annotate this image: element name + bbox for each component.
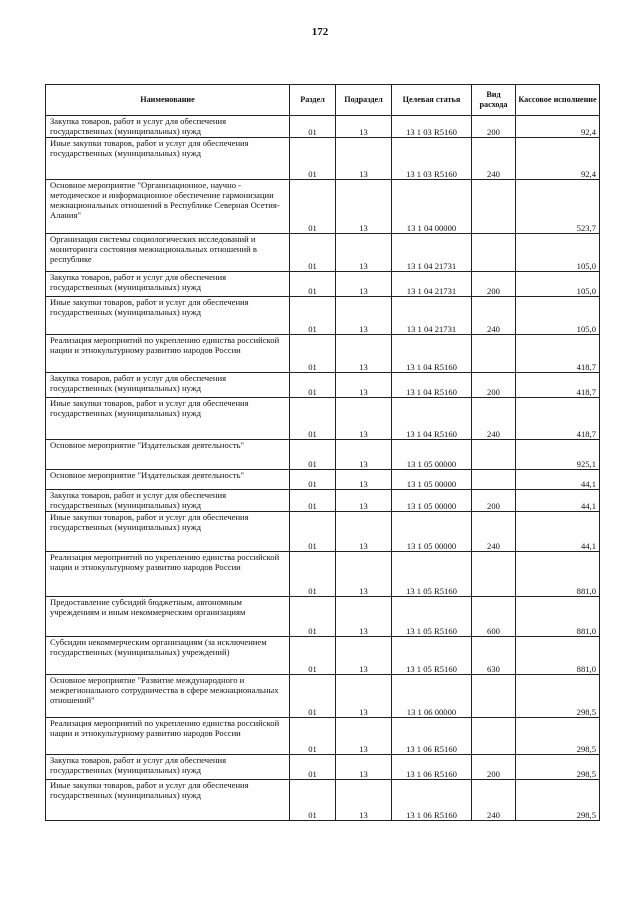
row-type bbox=[472, 440, 516, 470]
row-type: 240 bbox=[472, 297, 516, 335]
row-name: Иные закупки товаров, работ и услуг для обеспечения государственных (муниципальных) нужд bbox=[46, 780, 290, 821]
row-cash: 881,0 bbox=[516, 637, 600, 675]
row-section: 01 bbox=[290, 335, 336, 373]
row-section: 01 bbox=[290, 490, 336, 512]
row-cash: 298,5 bbox=[516, 675, 600, 718]
row-target: 13 1 05 00000 bbox=[392, 470, 472, 490]
row-name: Субсидии некоммерческим организациям (за исключением государственных (муниципальных) учреждений) bbox=[46, 637, 290, 675]
budget-execution-table bbox=[45, 84, 600, 821]
row-target: 13 1 04 R5160 bbox=[392, 373, 472, 398]
table-row bbox=[46, 440, 600, 470]
row-type: 240 bbox=[472, 138, 516, 180]
row-type: 200 bbox=[472, 373, 516, 398]
header-name: Наименование bbox=[46, 85, 290, 116]
row-subsection: 13 bbox=[336, 718, 392, 755]
row-name: Иные закупки товаров, работ и услуг для обеспечения государственных (муниципальных) нужд bbox=[46, 138, 290, 180]
row-type bbox=[472, 234, 516, 272]
table-row bbox=[46, 490, 600, 512]
row-section: 01 bbox=[290, 138, 336, 180]
row-section: 01 bbox=[290, 398, 336, 440]
row-cash: 44,1 bbox=[516, 490, 600, 512]
header-type: Вид расхода bbox=[472, 85, 516, 116]
row-cash: 105,0 bbox=[516, 272, 600, 297]
row-target: 13 1 05 00000 bbox=[392, 512, 472, 552]
table-row bbox=[46, 138, 600, 180]
row-section: 01 bbox=[290, 552, 336, 597]
row-target: 13 1 05 00000 bbox=[392, 490, 472, 512]
row-subsection: 13 bbox=[336, 490, 392, 512]
row-type: 630 bbox=[472, 637, 516, 675]
row-section: 01 bbox=[290, 597, 336, 637]
row-target: 13 1 04 R5160 bbox=[392, 335, 472, 373]
row-name: Основное мероприятие "Развитие международного и межрегионального сотрудничества в сфере межнациональных отношений" bbox=[46, 675, 290, 718]
row-name: Иные закупки товаров, работ и услуг для обеспечения государственных (муниципальных) нужд bbox=[46, 297, 290, 335]
row-name: Закупка товаров, работ и услуг для обеспечения государственных (муниципальных) нужд bbox=[46, 755, 290, 780]
row-section: 01 bbox=[290, 116, 336, 138]
row-type: 200 bbox=[472, 116, 516, 138]
row-cash: 523,7 bbox=[516, 180, 600, 234]
row-target: 13 1 06 R5160 bbox=[392, 755, 472, 780]
row-type bbox=[472, 470, 516, 490]
row-name: Основное мероприятие "Издательская деятельность" bbox=[46, 470, 290, 490]
row-cash: 298,5 bbox=[516, 755, 600, 780]
table-row bbox=[46, 637, 600, 675]
row-target: 13 1 03 R5160 bbox=[392, 116, 472, 138]
row-section: 01 bbox=[290, 637, 336, 675]
page-number: 172 bbox=[311, 26, 329, 38]
row-section: 01 bbox=[290, 718, 336, 755]
row-type bbox=[472, 180, 516, 234]
row-target: 13 1 05 R5160 bbox=[392, 637, 472, 675]
table-row bbox=[46, 718, 600, 755]
table-row bbox=[46, 597, 600, 637]
row-cash: 44,1 bbox=[516, 512, 600, 552]
row-cash: 418,7 bbox=[516, 398, 600, 440]
row-section: 01 bbox=[290, 512, 336, 552]
row-name: Реализация мероприятий по укреплению единства российской нации и этнокультурному развитию народов России bbox=[46, 718, 290, 755]
row-type: 240 bbox=[472, 780, 516, 821]
row-name: Предоставление субсидий бюджетным, автономным учреждениям и иным некоммерческим организациям bbox=[46, 597, 290, 637]
row-name: Иные закупки товаров, работ и услуг для обеспечения государственных (муниципальных) нужд bbox=[46, 512, 290, 552]
table-row bbox=[46, 116, 600, 138]
row-subsection: 13 bbox=[336, 512, 392, 552]
table-row bbox=[46, 272, 600, 297]
row-name: Закупка товаров, работ и услуг для обеспечения государственных (муниципальных) нужд bbox=[46, 373, 290, 398]
row-section: 01 bbox=[290, 234, 336, 272]
row-target: 13 1 04 00000 bbox=[392, 180, 472, 234]
row-cash: 418,7 bbox=[516, 373, 600, 398]
row-section: 01 bbox=[290, 440, 336, 470]
row-type bbox=[472, 675, 516, 718]
row-section: 01 bbox=[290, 780, 336, 821]
row-target: 13 1 05 R5160 bbox=[392, 552, 472, 597]
row-subsection: 13 bbox=[336, 373, 392, 398]
row-type: 200 bbox=[472, 272, 516, 297]
row-type: 240 bbox=[472, 512, 516, 552]
row-target: 13 1 06 R5160 bbox=[392, 780, 472, 821]
row-section: 01 bbox=[290, 675, 336, 718]
row-name: Реализация мероприятий по укреплению единства российской нации и этнокультурному развитию народов России bbox=[46, 552, 290, 597]
row-section: 01 bbox=[290, 297, 336, 335]
row-subsection: 13 bbox=[336, 297, 392, 335]
row-name: Закупка товаров, работ и услуг для обеспечения государственных (муниципальных) нужд bbox=[46, 272, 290, 297]
row-name: Основное мероприятие "Издательская деятельность" bbox=[46, 440, 290, 470]
row-type bbox=[472, 335, 516, 373]
row-target: 13 1 05 00000 bbox=[392, 440, 472, 470]
row-target: 13 1 05 R5160 bbox=[392, 597, 472, 637]
row-cash: 881,0 bbox=[516, 552, 600, 597]
row-subsection: 13 bbox=[336, 335, 392, 373]
row-subsection: 13 bbox=[336, 470, 392, 490]
row-cash: 298,5 bbox=[516, 780, 600, 821]
row-type bbox=[472, 718, 516, 755]
row-name: Организация системы социологических исследований и мониторинга состояния межнациональных отношений в республике bbox=[46, 234, 290, 272]
table-row bbox=[46, 398, 600, 440]
row-type: 240 bbox=[472, 398, 516, 440]
row-target: 13 1 06 R5160 bbox=[392, 718, 472, 755]
row-subsection: 13 bbox=[336, 138, 392, 180]
table-row bbox=[46, 297, 600, 335]
table-row bbox=[46, 373, 600, 398]
table-row bbox=[46, 780, 600, 821]
row-target: 13 1 04 21731 bbox=[392, 234, 472, 272]
row-subsection: 13 bbox=[336, 234, 392, 272]
row-subsection: 13 bbox=[336, 637, 392, 675]
row-section: 01 bbox=[290, 755, 336, 780]
row-subsection: 13 bbox=[336, 272, 392, 297]
row-cash: 418,7 bbox=[516, 335, 600, 373]
row-subsection: 13 bbox=[336, 755, 392, 780]
row-name: Иные закупки товаров, работ и услуг для обеспечения государственных (муниципальных) нужд bbox=[46, 398, 290, 440]
row-cash: 105,0 bbox=[516, 297, 600, 335]
row-subsection: 13 bbox=[336, 180, 392, 234]
header-row bbox=[46, 85, 600, 116]
row-name: Реализация мероприятий по укреплению единства российской нации и этнокультурному развитию народов России bbox=[46, 335, 290, 373]
table-row bbox=[46, 512, 600, 552]
table-row bbox=[46, 180, 600, 234]
row-cash: 92,4 bbox=[516, 116, 600, 138]
row-type bbox=[472, 552, 516, 597]
table-body bbox=[46, 116, 600, 821]
row-target: 13 1 03 R5160 bbox=[392, 138, 472, 180]
row-name: Основное мероприятие "Организационное, научно - методическое и информационное обеспечение гармонизации межнациональных отношений в Республике Северная Осетия-Алания" bbox=[46, 180, 290, 234]
table-header bbox=[46, 85, 600, 116]
header-cash: Кассовое исполнение bbox=[516, 85, 600, 116]
table-row bbox=[46, 234, 600, 272]
row-section: 01 bbox=[290, 470, 336, 490]
row-type: 600 bbox=[472, 597, 516, 637]
row-subsection: 13 bbox=[336, 780, 392, 821]
row-subsection: 13 bbox=[336, 398, 392, 440]
row-target: 13 1 04 21731 bbox=[392, 272, 472, 297]
row-name: Закупка товаров, работ и услуг для обеспечения государственных (муниципальных) нужд bbox=[46, 490, 290, 512]
table-row bbox=[46, 470, 600, 490]
table-row bbox=[46, 335, 600, 373]
table-row bbox=[46, 755, 600, 780]
header-subsection: Подраздел bbox=[336, 85, 392, 116]
row-cash: 925,1 bbox=[516, 440, 600, 470]
header-section: Раздел bbox=[290, 85, 336, 116]
row-cash: 105,0 bbox=[516, 234, 600, 272]
row-subsection: 13 bbox=[336, 116, 392, 138]
row-name: Закупка товаров, работ и услуг для обеспечения государственных (муниципальных) нужд bbox=[46, 116, 290, 138]
table-row bbox=[46, 552, 600, 597]
row-subsection: 13 bbox=[336, 675, 392, 718]
row-type: 200 bbox=[472, 755, 516, 780]
row-type: 200 bbox=[472, 490, 516, 512]
row-section: 01 bbox=[290, 373, 336, 398]
row-cash: 44,1 bbox=[516, 470, 600, 490]
row-subsection: 13 bbox=[336, 597, 392, 637]
row-target: 13 1 04 R5160 bbox=[392, 398, 472, 440]
row-section: 01 bbox=[290, 272, 336, 297]
row-subsection: 13 bbox=[336, 440, 392, 470]
row-cash: 881,0 bbox=[516, 597, 600, 637]
row-subsection: 13 bbox=[336, 552, 392, 597]
table-row bbox=[46, 675, 600, 718]
row-section: 01 bbox=[290, 180, 336, 234]
row-cash: 298,5 bbox=[516, 718, 600, 755]
row-target: 13 1 06 00000 bbox=[392, 675, 472, 718]
row-target: 13 1 04 21731 bbox=[392, 297, 472, 335]
row-cash: 92,4 bbox=[516, 138, 600, 180]
header-target: Целевая статья bbox=[392, 85, 472, 116]
